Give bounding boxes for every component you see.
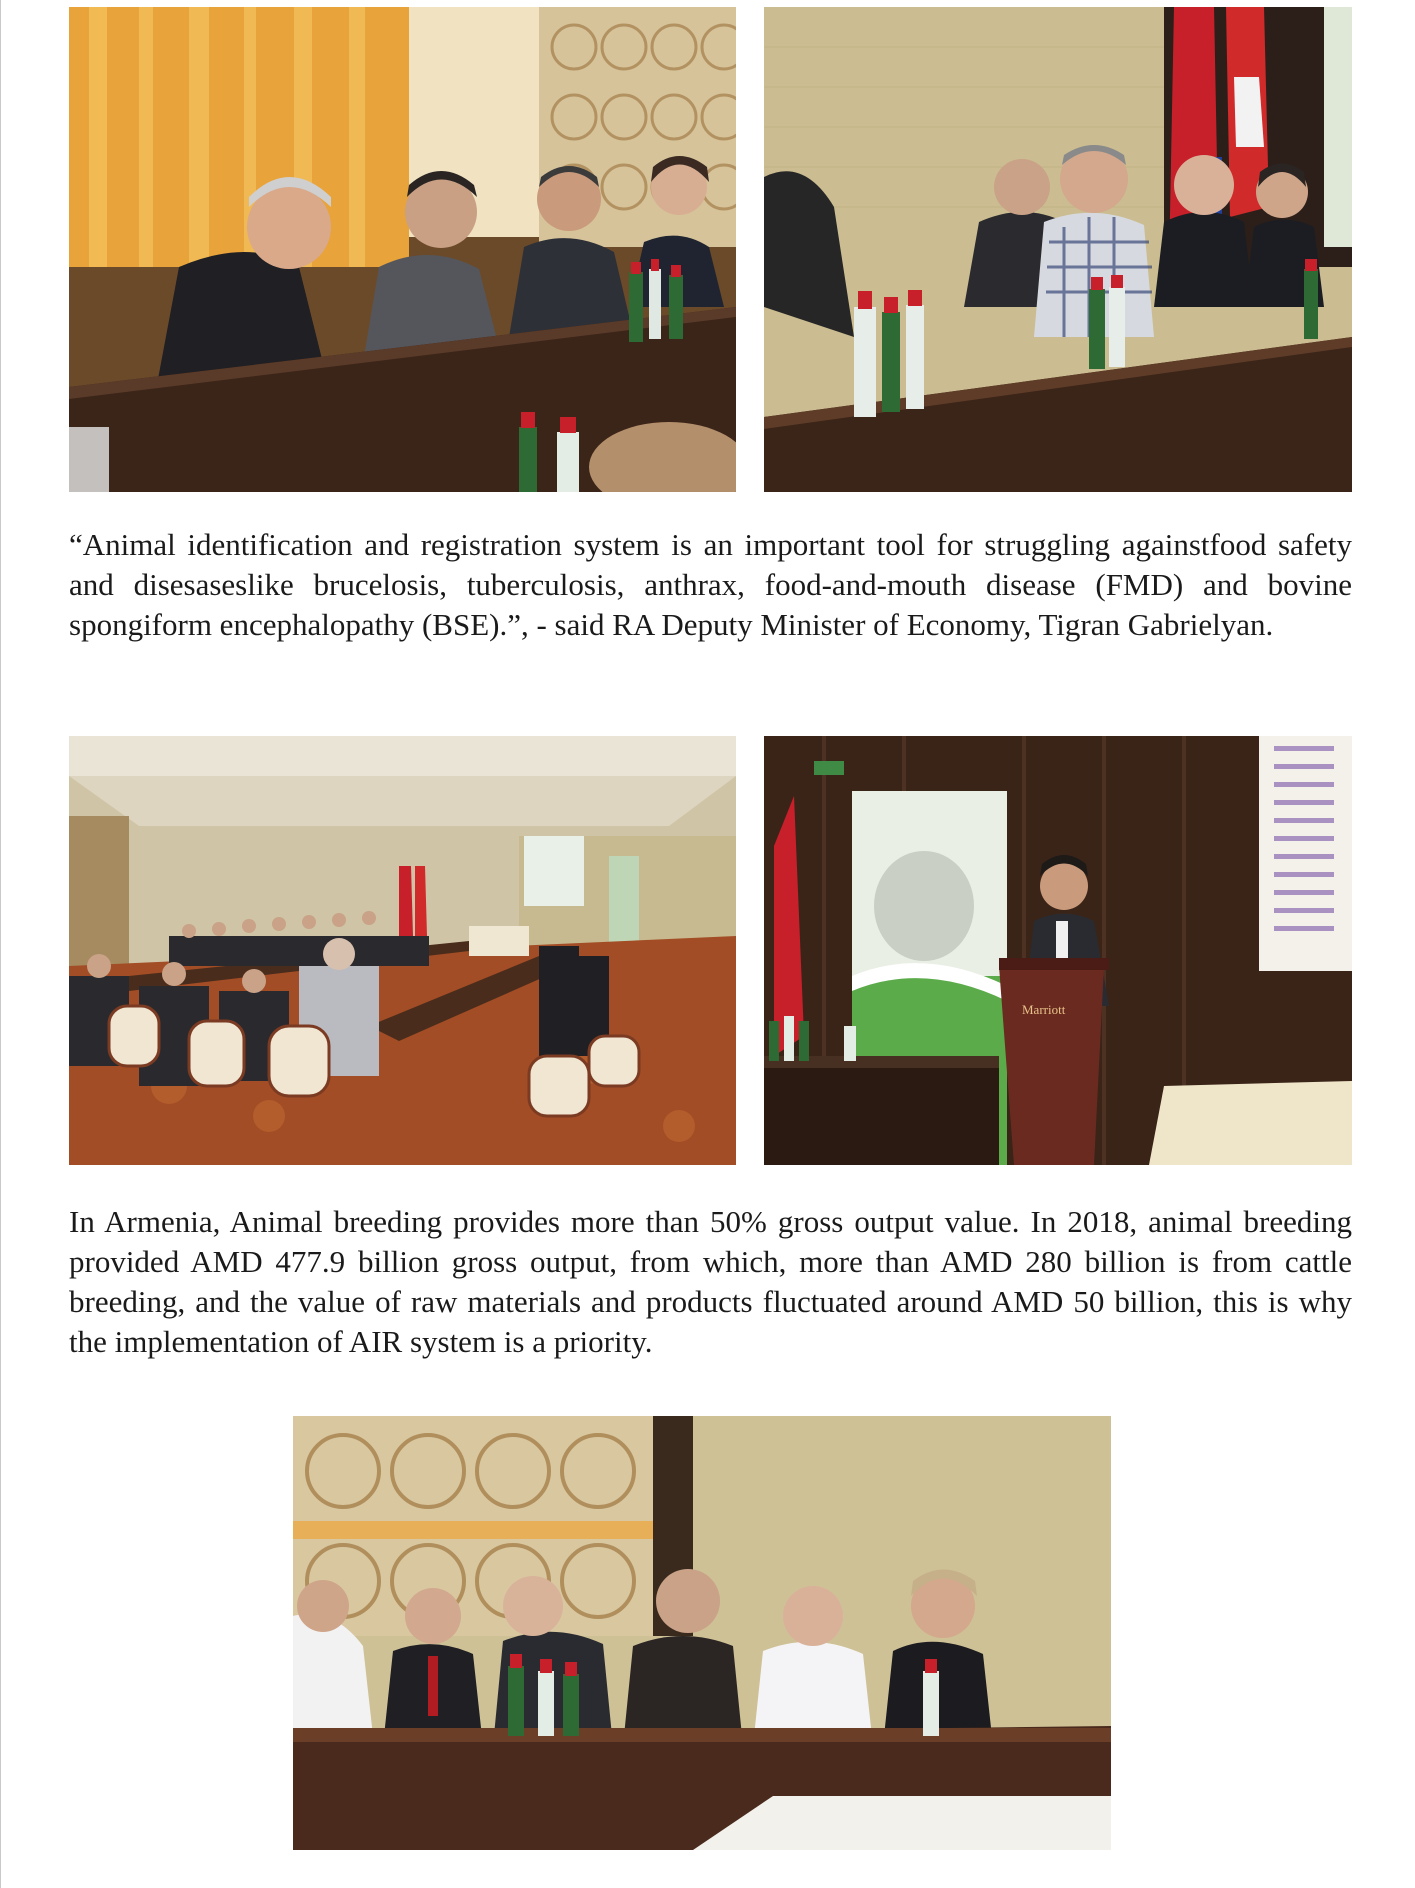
photo-panel-officials — [69, 7, 736, 492]
quote-paragraph: “Animal identification and registration system is an important tool for struggling againstfood safety and disesaseslike brucelosis, tuberculosis, anthrax, food-and-mouth disease (FMD) and bovine spongiform encephalopathy (BSE).”, - said RA Deputy Minister of Economy, Tigran Gabrielyan. — [69, 527, 1352, 642]
photo-panel-flags — [764, 7, 1352, 492]
photo-speaker-podium — [764, 736, 1352, 1165]
photo-audience-row — [293, 1416, 1111, 1850]
statistics-paragraph: In Armenia, Animal breeding provides more than 50% gross output value. In 2018, animal breeding provided AMD 477.9 billion gross output, from which, more than AMD 280 billion is from cattle breeding, and the value of raw materials and products fluctuated around AMD 50 billion, this is why the implementation of AIR system is a priority. — [69, 1204, 1352, 1359]
photo-conference-hall — [69, 736, 736, 1165]
podium-sign: Marriott — [1022, 1002, 1066, 1017]
